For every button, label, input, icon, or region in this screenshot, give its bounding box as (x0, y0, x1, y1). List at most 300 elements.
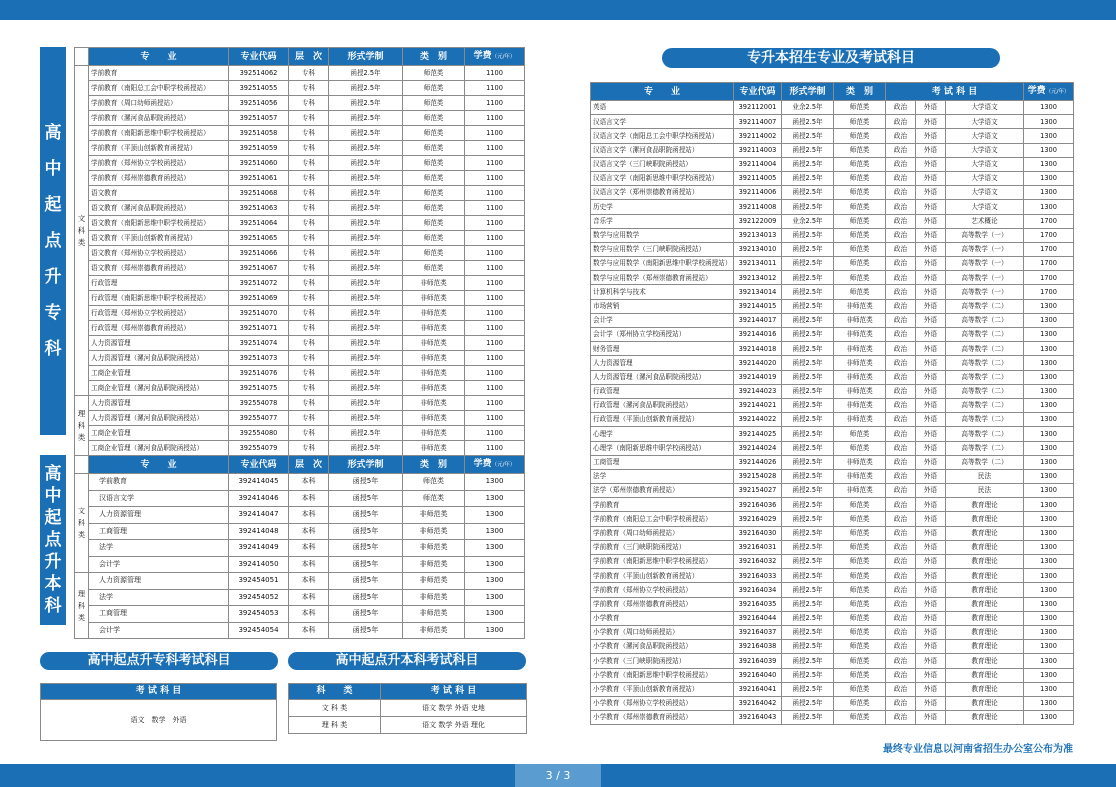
cell-level: 专科 (289, 276, 329, 291)
cell-fee: 1300 (1024, 668, 1074, 682)
cell-major: 学前教育（周口幼师函授站） (89, 96, 229, 111)
cell-form: 函授2.5年 (782, 526, 834, 540)
cell-form: 函授5年 (329, 606, 403, 623)
cell-level: 专科 (289, 336, 329, 351)
cell-fee: 1300 (1024, 498, 1074, 512)
cell-type: 非师范类 (834, 356, 886, 370)
cell-level: 专科 (289, 201, 329, 216)
cell-type: 非师范类 (834, 398, 886, 412)
cell-fee: 1100 (465, 291, 525, 306)
band-char: 点 (44, 530, 62, 550)
cell-code: 392114003 (734, 143, 782, 157)
cell-type: 师范类 (834, 285, 886, 299)
cell-level: 专科 (289, 96, 329, 111)
cell-form: 函授2.5年 (782, 569, 834, 583)
cell-fee: 1100 (465, 366, 525, 381)
table-row (591, 200, 1074, 214)
cell-type: 师范类 (403, 126, 465, 141)
cell-fee: 1100 (465, 231, 525, 246)
cell-exam-2: 外语 (916, 101, 946, 115)
cell-fee: 1300 (1024, 342, 1074, 356)
exam-subjects: 语文 数学 外语 (41, 700, 277, 741)
cell-type: 非师范类 (834, 370, 886, 384)
cell-form: 函授2.5年 (329, 261, 403, 276)
cell-form: 函授2.5年 (782, 342, 834, 356)
ribbon-zhuanshengben: 专升本招生专业及考试科目 (662, 48, 1000, 68)
cell-code: 392514057 (229, 111, 289, 126)
cell-code: 392164038 (734, 640, 782, 654)
cell-major: 人力资源管理 (89, 336, 229, 351)
category-wen: 文科类 (75, 474, 89, 573)
cell-exam-1: 政治 (886, 413, 916, 427)
cell-form: 函授2.5年 (329, 141, 403, 156)
cell-code: 392154027 (734, 484, 782, 498)
cell-form: 函授2.5年 (782, 540, 834, 554)
cell-exam-3: 高等数学（二） (946, 441, 1024, 455)
cell-code: 392164034 (734, 583, 782, 597)
cell-type: 师范类 (834, 129, 886, 143)
cell-form: 函授2.5年 (782, 583, 834, 597)
cell-exam-1: 政治 (886, 640, 916, 654)
cell-fee: 1300 (1024, 313, 1074, 327)
cell-major: 法学（郑州崇德教育函授站） (591, 484, 734, 498)
table-row (75, 523, 525, 540)
cell-major: 数学与应用数学（郑州崇德教育函授站） (591, 271, 734, 285)
cell-fee: 1300 (1024, 640, 1074, 654)
cell-major: 汉语言文学（南阳总工会中职学校函授站） (591, 129, 734, 143)
cell-major: 汉语言文学（郑州崇德教育函授站） (591, 186, 734, 200)
cell-exam-2: 外语 (916, 342, 946, 356)
cell-major: 行政管理（南阳新思维中职学校函授站） (89, 291, 229, 306)
cell-major: 学前教育（三门峡职院函授站） (591, 540, 734, 554)
table-row (591, 583, 1074, 597)
cell-type: 师范类 (834, 498, 886, 512)
cell-exam-2: 外语 (916, 115, 946, 129)
cell-fee: 1300 (465, 490, 525, 507)
cell-major: 行政管理（平顶山创新教育函授站） (591, 413, 734, 427)
cell-form: 函授2.5年 (782, 668, 834, 682)
cell-fee: 1300 (1024, 398, 1074, 412)
cell-major: 汉语言文学 (89, 490, 229, 507)
cell-fee: 1300 (1024, 682, 1074, 696)
cell-form: 函授2.5年 (782, 242, 834, 256)
table-row (591, 171, 1074, 185)
cell-major: 小学教育（南阳新思维中职学校函授站） (591, 668, 734, 682)
cell-exam-3: 高等数学（二） (946, 370, 1024, 384)
cell-code: 392514066 (229, 246, 289, 261)
cell-code: 392514076 (229, 366, 289, 381)
cell-exam-1: 政治 (886, 356, 916, 370)
table-row (591, 455, 1074, 469)
cell-form: 函授5年 (329, 540, 403, 557)
cell-fee: 1100 (465, 411, 525, 426)
cell-fee: 1100 (465, 186, 525, 201)
table-row (591, 711, 1074, 725)
cell-major: 历史学 (591, 200, 734, 214)
cell-exam-3: 高等数学（二） (946, 313, 1024, 327)
cell-major: 小学教育（漯河食品职院函授站） (591, 640, 734, 654)
cell-type: 非师范类 (403, 523, 465, 540)
cell-major: 小学教育（三门峡职院函授站） (591, 654, 734, 668)
cell-code: 392554079 (229, 441, 289, 456)
cell-exam-3: 高等数学（二） (946, 455, 1024, 469)
cell-major: 人力资源管理（漯河食品职院函授站） (89, 411, 229, 426)
table-row (75, 573, 525, 590)
cell-exam-1: 政治 (886, 171, 916, 185)
cell-code: 392514069 (229, 291, 289, 306)
cell-form: 函授2.5年 (782, 285, 834, 299)
table-row (591, 228, 1074, 242)
cell-level: 专科 (289, 306, 329, 321)
cell-type: 师范类 (834, 242, 886, 256)
cell-exam-3: 教育理论 (946, 512, 1024, 526)
cell-level: 专科 (289, 66, 329, 81)
cell-form: 函授2.5年 (782, 682, 834, 696)
table-row (591, 484, 1074, 498)
cell-major: 行政管理 (591, 384, 734, 398)
cell-major: 学前教育（平顶山创新教育函授站） (89, 141, 229, 156)
cell-major: 学前教育（郑州协立学校函授站） (89, 156, 229, 171)
cell-exam-1: 政治 (886, 625, 916, 639)
cell-major: 心理学（南阳新思维中职学校函授站） (591, 441, 734, 455)
cell-fee: 1100 (465, 441, 525, 456)
cell-code: 392514059 (229, 141, 289, 156)
cell-form: 函授2.5年 (782, 271, 834, 285)
cell-form: 业余2.5年 (782, 214, 834, 228)
cell-type: 师范类 (834, 540, 886, 554)
cell-fee: 1300 (1024, 427, 1074, 441)
cell-major: 汉语言文学（漯河食品职院函授站） (591, 143, 734, 157)
cell-code: 392144025 (734, 427, 782, 441)
cell-level: 专科 (289, 231, 329, 246)
cell-code: 392454054 (229, 622, 289, 639)
cell-fee: 1300 (1024, 484, 1074, 498)
table-row (75, 231, 525, 246)
cell-type: 师范类 (403, 171, 465, 186)
band-char: 点 (44, 231, 62, 251)
cell-code: 392164040 (734, 668, 782, 682)
cell-type: 非师范类 (834, 469, 886, 483)
cell-fee: 1300 (465, 622, 525, 639)
cell-exam-1: 政治 (886, 384, 916, 398)
cell-exam-1: 政治 (886, 654, 916, 668)
cell-code: 392454052 (229, 589, 289, 606)
table-row (591, 413, 1074, 427)
cell-fee: 1300 (1024, 455, 1074, 469)
cell-type: 师范类 (834, 682, 886, 696)
cell-fee: 1100 (465, 111, 525, 126)
table-row (591, 313, 1074, 327)
cell-level: 本科 (289, 573, 329, 590)
cell-exam-3: 高等数学（二） (946, 328, 1024, 342)
col-level: 层 次 (289, 456, 329, 474)
cell-type: 非师范类 (403, 366, 465, 381)
cell-type: 非师范类 (403, 306, 465, 321)
band-char: 专 (44, 303, 62, 323)
cell-type: 师范类 (403, 186, 465, 201)
cell-level: 专科 (289, 171, 329, 186)
table-row (75, 589, 525, 606)
col-form: 形式学制 (329, 456, 403, 474)
table-row (75, 474, 525, 491)
cell-exam-1: 政治 (886, 498, 916, 512)
cell-code: 392164036 (734, 498, 782, 512)
cell-form: 函授2.5年 (782, 257, 834, 271)
cell-exam-1: 政治 (886, 342, 916, 356)
cell-fee: 1700 (1024, 271, 1074, 285)
cell-fee: 1300 (1024, 413, 1074, 427)
cell-fee: 1300 (1024, 469, 1074, 483)
cell-type: 师范类 (403, 156, 465, 171)
cell-major: 人力资源管理 (591, 356, 734, 370)
table-row (75, 156, 525, 171)
cell-type: 非师范类 (403, 351, 465, 366)
cell-code: 392454051 (229, 573, 289, 590)
benke-exam-table (288, 683, 527, 734)
cell-form: 函授2.5年 (329, 186, 403, 201)
cell-type: 非师范类 (403, 573, 465, 590)
cell-code: 392144022 (734, 413, 782, 427)
cell-exam-2: 外语 (916, 257, 946, 271)
cell-exam-3: 教育理论 (946, 526, 1024, 540)
cell-code: 392144024 (734, 441, 782, 455)
cell-form: 函授2.5年 (329, 366, 403, 381)
cell-code: 392514063 (229, 201, 289, 216)
cell-form: 函授2.5年 (782, 427, 834, 441)
cell-type: 非师范类 (403, 540, 465, 557)
cell-type: 师范类 (834, 555, 886, 569)
cell-code: 392164039 (734, 654, 782, 668)
cell-code: 392514058 (229, 126, 289, 141)
cell-level: 本科 (289, 474, 329, 491)
cell-code: 392114004 (734, 157, 782, 171)
cell-fee: 1100 (465, 426, 525, 441)
cell-type: 非师范类 (834, 342, 886, 356)
cell-major: 小学教育（平顶山创新教育函授站） (591, 682, 734, 696)
cell-exam-3: 高等数学（二） (946, 427, 1024, 441)
cell-major: 工商企业管理 (89, 426, 229, 441)
cell-form: 函授2.5年 (782, 441, 834, 455)
category-li: 理科类 (75, 396, 89, 456)
table-row (591, 328, 1074, 342)
table-row (75, 490, 525, 507)
cell-exam-3: 大学语文 (946, 129, 1024, 143)
cell-form: 函授2.5年 (329, 336, 403, 351)
cell-major: 工商管理 (89, 606, 229, 623)
cell-form: 函授2.5年 (329, 66, 403, 81)
cell-type: 师范类 (834, 668, 886, 682)
table-row (75, 381, 525, 396)
cell-fee: 1100 (465, 261, 525, 276)
cell-form: 函授2.5年 (329, 411, 403, 426)
cell-code: 392134012 (734, 271, 782, 285)
cell-exam-1: 政治 (886, 668, 916, 682)
cell-exam-3: 大学语文 (946, 186, 1024, 200)
cell-form: 函授2.5年 (782, 696, 834, 710)
top-bar (0, 0, 1116, 20)
cell-fee: 1300 (1024, 696, 1074, 710)
cell-level: 本科 (289, 490, 329, 507)
cell-form: 函授2.5年 (782, 512, 834, 526)
cell-exam-1: 政治 (886, 540, 916, 554)
cell-code: 392114007 (734, 115, 782, 129)
cell-major: 学前教育 (89, 474, 229, 491)
cell-exam-2: 外语 (916, 441, 946, 455)
cell-major: 学前教育 (591, 498, 734, 512)
cell-exam-2: 外语 (916, 228, 946, 242)
cell-code: 392514067 (229, 261, 289, 276)
cell-type: 非师范类 (403, 291, 465, 306)
cell-exam-1: 政治 (886, 455, 916, 469)
cell-major: 学前教育（南阳总工会中职学校函授站） (591, 512, 734, 526)
cell-major: 语文教育（郑州协立学校函授站） (89, 246, 229, 261)
cell-form: 函授2.5年 (329, 291, 403, 306)
cell-exam-1: 政治 (886, 469, 916, 483)
cell-exam-3: 大学语文 (946, 101, 1024, 115)
cell-type: 师范类 (403, 96, 465, 111)
cell-major: 英语 (591, 101, 734, 115)
cell-major: 小学教育 (591, 611, 734, 625)
cell-exam-1: 政治 (886, 427, 916, 441)
band-char: 本 (44, 574, 62, 594)
cell-major: 工商管理 (591, 455, 734, 469)
cell-type: 师范类 (403, 231, 465, 246)
cell-type: 师范类 (834, 711, 886, 725)
table-row (75, 246, 525, 261)
cell-code: 392164032 (734, 555, 782, 569)
cell-type: 师范类 (403, 111, 465, 126)
table-row (591, 342, 1074, 356)
table-row (591, 299, 1074, 313)
cell-code: 392134010 (734, 242, 782, 256)
table-row (591, 398, 1074, 412)
cell-code: 392122009 (734, 214, 782, 228)
cell-fee: 1700 (1024, 257, 1074, 271)
cell-type: 师范类 (834, 200, 886, 214)
cell-major: 人力资源管理 (89, 396, 229, 411)
cell-exam-1: 政治 (886, 555, 916, 569)
cell-exam-2: 外语 (916, 455, 946, 469)
cell-type: 师范类 (834, 257, 886, 271)
cell-type: 非师范类 (834, 313, 886, 327)
table-row (591, 469, 1074, 483)
cell-type: 非师范类 (403, 556, 465, 573)
cell-major: 行政管理（郑州崇德教育函授站） (89, 321, 229, 336)
table-row (591, 441, 1074, 455)
cell-level: 本科 (289, 556, 329, 573)
cell-form: 函授2.5年 (329, 396, 403, 411)
table-row (75, 276, 525, 291)
cell-code: 392144018 (734, 342, 782, 356)
category-wen: 文科类 (75, 66, 89, 396)
cell-major: 工商企业管理 (89, 366, 229, 381)
cell-fee: 1300 (1024, 328, 1074, 342)
cell-exam-1: 政治 (886, 101, 916, 115)
table-row (591, 157, 1074, 171)
table-row (75, 126, 525, 141)
cell-type: 师范类 (834, 569, 886, 583)
cell-major: 小学教育（周口幼师函授站） (591, 625, 734, 639)
cell-major: 学前教育（漯河食品职院函授站） (89, 111, 229, 126)
cell-major: 人力资源管理 (89, 507, 229, 524)
cell-level: 本科 (289, 606, 329, 623)
cell-type: 非师范类 (403, 396, 465, 411)
cell-code: 392554077 (229, 411, 289, 426)
cell-exam-1: 政治 (886, 328, 916, 342)
cell-exam-2: 外语 (916, 469, 946, 483)
cell-form: 函授5年 (329, 556, 403, 573)
cell-exam-2: 外语 (916, 484, 946, 498)
band-char: 升 (44, 267, 62, 287)
cell-type: 师范类 (834, 115, 886, 129)
cell-form: 函授2.5年 (782, 228, 834, 242)
cell-code: 392144020 (734, 356, 782, 370)
cell-fee: 1300 (1024, 583, 1074, 597)
cell-code: 392114002 (734, 129, 782, 143)
cell-exam-2: 外语 (916, 682, 946, 696)
table-row (591, 654, 1074, 668)
table-row (591, 555, 1074, 569)
cell-type: 师范类 (403, 81, 465, 96)
band-char: 升 (44, 552, 62, 572)
cell-exam-1: 政治 (886, 611, 916, 625)
col-exam: 考 试 科 目 (886, 83, 1024, 101)
cell-exam-3: 教育理论 (946, 540, 1024, 554)
cell-form: 函授2.5年 (782, 625, 834, 639)
cell-major: 小学教育（郑州崇德教育函授站） (591, 711, 734, 725)
cell-exam-2: 外语 (916, 413, 946, 427)
cell-exam-3: 民法 (946, 469, 1024, 483)
cell-exam-1: 政治 (886, 512, 916, 526)
table-row (75, 622, 525, 639)
cell-form: 函授2.5年 (782, 455, 834, 469)
cell-form: 函授2.5年 (329, 96, 403, 111)
col-code: 专业代码 (734, 83, 782, 101)
cell-fee: 1300 (1024, 356, 1074, 370)
table-row (75, 216, 525, 231)
cell-exam-3: 教育理论 (946, 597, 1024, 611)
cell-major: 工商管理 (89, 523, 229, 540)
cell-type: 师范类 (403, 490, 465, 507)
table-row (75, 111, 525, 126)
cell-form: 函授5年 (329, 523, 403, 540)
cell-code: 392514072 (229, 276, 289, 291)
cell-fee: 1300 (465, 589, 525, 606)
cell-fee: 1300 (1024, 512, 1074, 526)
cell-fee: 1100 (465, 351, 525, 366)
cell-exam-2: 外语 (916, 299, 946, 313)
cell-exam-2: 外语 (916, 129, 946, 143)
cell-major: 行政管理 (89, 276, 229, 291)
cell-type: 师范类 (403, 216, 465, 231)
table-row (75, 411, 525, 426)
table-row (591, 271, 1074, 285)
cell-exam-3: 大学语文 (946, 143, 1024, 157)
cell-fee: 1100 (465, 96, 525, 111)
table-row (591, 512, 1074, 526)
cell-major: 语文教育（郑州崇德教育函授站） (89, 261, 229, 276)
cell-code: 392414045 (229, 474, 289, 491)
cell-type: 非师范类 (403, 507, 465, 524)
cell-form: 函授2.5年 (782, 157, 834, 171)
table-row (75, 66, 525, 81)
cell-code: 392164043 (734, 711, 782, 725)
cell-exam-3: 高等数学（一） (946, 271, 1024, 285)
cell-major: 会计学（郑州协立学校函授站） (591, 328, 734, 342)
table-row (75, 606, 525, 623)
cell-fee: 1300 (1024, 186, 1074, 200)
cell-fee: 1300 (1024, 101, 1074, 115)
